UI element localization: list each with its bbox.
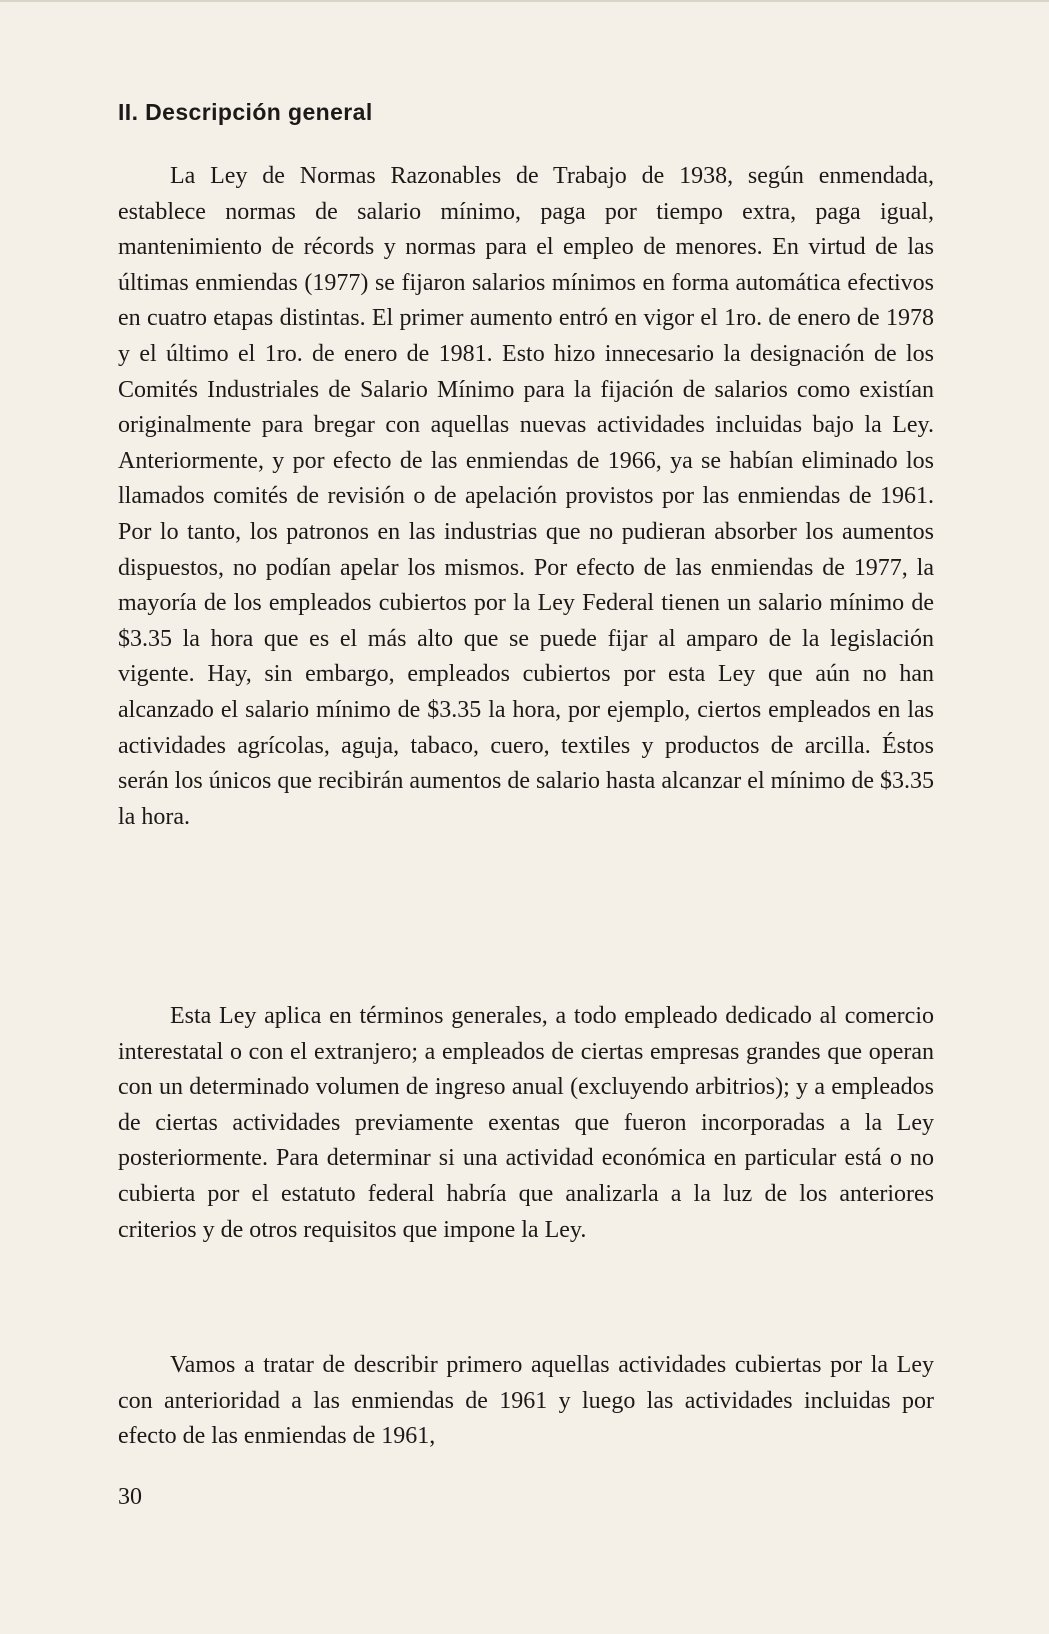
- paragraph-3: Vamos a tratar de describir primero aquellas actividades cubiertas por la Ley con anterioridad a las enmiendas de 1961 y luego las actividades incluidas por efecto de las enmiendas de 1961,: [118, 1352, 934, 1450]
- page-number: 30: [118, 1484, 142, 1510]
- paragraph-1: La Ley de Normas Razonables de Trabajo de 1938, según enmendada, establece normas de salario mínimo, paga por tiempo extra, paga igual, mantenimiento de récords y normas para el empleo de menores. En virtud de las últimas enmiendas (1977) se fijaron salarios mínimos en forma automática efectivos en cuatro etapas distintas. El primer aumento entró en vigor el 1ro. de enero de 1978 y el último el 1ro. de enero de 1981. Esto hizo innecesario la designación de los Comités Industriales de Salario Mínimo para la fijación de salarios como existían originalmente para bregar con aquellas nuevas actividades incluidas bajo la Ley. Anteriormente, y por efecto de las enmiendas de 1966, ya se habían eliminado los llamados comités de revisión o de apelación provistos por las enmiendas de 1961. Por lo tanto, los patronos en las industrias que no pudieran absorber los aumentos dispuestos, no podían apelar los mismos. Por efecto de las enmiendas de 1977, la mayoría de los empleados cubiertos por la Ley Federal tienen un salario mínimo de $3.35 la hora que es el más alto que se puede fijar al amparo de la legislación vigente. Hay, sin embargo, empleados cubiertos por esta Ley que aún no han alcanzado el salario mínimo de $3.35 la hora, por ejemplo, ciertos empleados en las actividades agrícolas, aguja, tabaco, cuero, textiles y productos de arcilla. Éstos serán los únicos que recibirán aumentos de salario hasta alcanzar el mínimo de $3.35 la hora.: [118, 163, 934, 830]
- paragraph-2: Esta Ley aplica en términos generales, a todo empleado dedicado al comercio interestatal o con el extranjero; a empleados de ciertas empresas grandes que operan con un determinado volumen de ingreso anual (excluyendo arbitrios); y a empleados de ciertas actividades previamente exentas que fueron incorporadas a la Ley posteriormente. Para determinar si una actividad económica en particular está o no cubierta por el estatuto federal habría que analizarla a la luz de los anteriores criterios y de otros requisitos que impone la Ley.: [118, 1003, 934, 1243]
- section-heading: II. Descripción general: [118, 99, 373, 125]
- paragraph-1-block: [118, 159, 934, 835]
- paragraph-3-block: [118, 1348, 934, 1455]
- paragraph-2-block: [118, 999, 934, 1248]
